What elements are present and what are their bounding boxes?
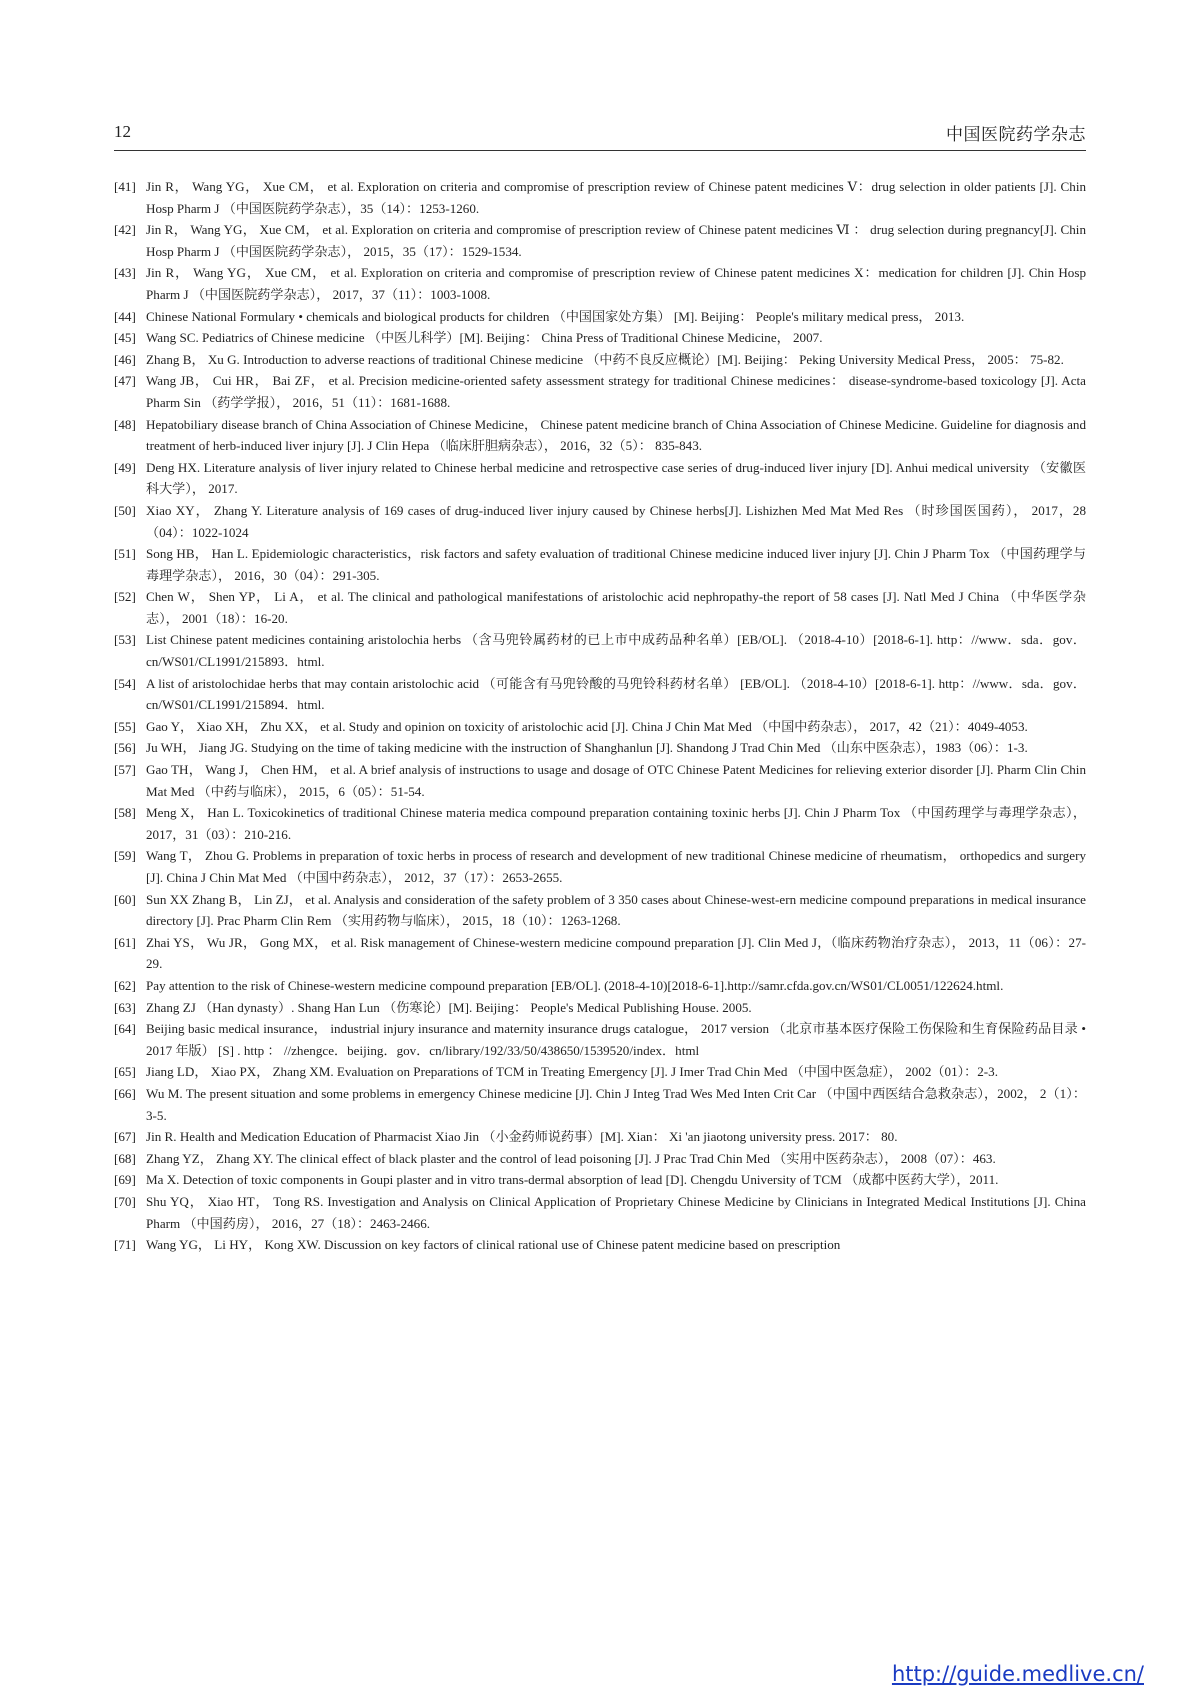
reference-item (114, 349, 1086, 371)
reference-number: [41] (114, 179, 136, 194)
reference-number: [59] (114, 848, 136, 864)
reference-item (114, 889, 1086, 932)
page-header (114, 120, 1086, 151)
reference-number: [52] (114, 589, 136, 605)
reference-text: Wang YG， Li HY， Kong XW. Discussion on key factors of clinical rational use of Chinese patent medicine based on prescription (146, 1237, 841, 1253)
reference-text: Jiang LD， Xiao PX， Zhang XM. Evaluation on Preparations of TCM in Treating Emergency [J]. J Imer Trad Chin Med （中国中医急症）， 2002（01）：2-3. (146, 1064, 998, 1080)
reference-list (114, 176, 1086, 1256)
reference-number: [51] (114, 546, 136, 562)
reference-item (114, 1126, 1086, 1148)
reference-item (114, 737, 1086, 759)
reference-number: [65] (114, 1064, 136, 1080)
reference-item (114, 500, 1086, 543)
reference-text: Song HB， Han L. Epidemiologic characteristics，risk factors and safety evaluation of traditional Chinese medicine induced liver injury [J]. Chin J Pharm Tox （中国药理学与毒理学杂志）， 2016，30（04）：291-305. (146, 546, 1086, 583)
reference-text: Wu M. The present situation and some problems in emergency Chinese medicine [J]. Chin J Integ Trad Wes Med Inten Crit Car （中国中西医结合急救杂志），2002， 2（1）：3-5. (146, 1085, 1086, 1123)
reference-text: Chen W， Shen YP， Li A， et al. The clinical and pathological manifestations of aristolochic acid nephropathy-the report of 58 cases [J]. Natl Med J China （中华医学杂志）， 2001（18）：16-20. (146, 589, 1086, 626)
reference-number: [70] (114, 1193, 136, 1209)
reference-text: Gao TH， Wang J， Chen HM， et al. A brief analysis of instructions to usage and dosage of OTC Chinese Patent Medicines for relieving exterior disorder [J]. Pharm Clin Chin Mat Med （中药与临床）， 2015，6（05）：51-54. (146, 762, 1086, 799)
reference-item (114, 1169, 1086, 1191)
footer-url-link[interactable]: http://guide.medlive.cn/ (891, 1662, 1144, 1686)
reference-number: [42] (114, 222, 136, 238)
reference-number: [61] (114, 934, 136, 950)
reference-text: Meng X， Han L. Toxicokinetics of traditional Chinese materia medica compound preparation containing toxinic herbs [J]. Chin J Pharm Tox （中国药理学与毒理学杂志）， 2017，31（03）：210-216. (146, 805, 1086, 842)
page-number: 12 (114, 122, 131, 141)
reference-item (114, 932, 1086, 975)
reference-text: Zhang ZJ （Han dynasty）. Shang Han Lun （伤寒论）[M]. Beijing： People's Medical Publishing House. 2005. (146, 999, 752, 1015)
reference-item (114, 716, 1086, 738)
reference-number: [45] (114, 330, 136, 346)
reference-text: Wang SC. Pediatrics of Chinese medicine （中医儿科学）[M]. Beijing： China Press of Traditional Chinese Medicine， 2007. (146, 330, 823, 346)
reference-text: Sun XX Zhang B， Lin ZJ， et al. Analysis and consideration of the safety problem of 3 350 cases about Chinese-west-ern medicine compound preparations in medical insurance directory [J]. Prac Pharm Clin Rem （实用药物与临床）， 2015，18（10）：1263-1268. (146, 891, 1086, 929)
reference-text: Ju WH， Jiang JG. Studying on the time of taking medicine with the instruction of Shanghanlun [J]. Shandong J Trad Chin Med （山东中医杂志），1983（06）：1-3. (146, 740, 1028, 756)
reference-number: [57] (114, 762, 136, 778)
reference-text: Xiao XY， Zhang Y. Literature analysis of 169 cases of drug-induced liver injury caused by Chinese herbs[J]. Lishizhen Med Mat Med Res （时珍国医国药）， 2017，28（04）：1022-1024 (146, 502, 1086, 540)
journal-name: 中国医院药学杂志 (946, 125, 1086, 145)
reference-text: Jin R， Wang YG， Xue CM， et al. Exploration on criteria and compromise of prescription review of Chinese patent medicines Ⅵ ： drug selection during pregnancy[J]. Chin Hosp Pharm J （中国医院药学杂志）， 2015，35（17）：1529-1534. (146, 222, 1086, 259)
reference-number: [53] (114, 632, 136, 648)
reference-item (114, 759, 1086, 802)
reference-item (114, 306, 1086, 328)
reference-text: Wang T， Zhou G. Problems in preparation of toxic herbs in process of research and development of new traditional Chinese medicine of rheumatism， orthopedics and surgery [J]. China J Chin Mat Med （中国中药杂志）， 2012，37（17）：2653-2655. (146, 848, 1086, 885)
reference-item (114, 1083, 1086, 1126)
reference-text: Zhai YS， Wu JR， Gong MX， et al. Risk management of Chinese-western medicine compound preparation [J]. Clin Med J，（临床药物治疗杂志）， 2013，11（06）：27-29. (146, 934, 1086, 972)
reference-text: Deng HX. Literature analysis of liver injury related to Chinese herbal medicine and retrospective case series of drug-induced liver injury [D]. Anhui medical university （安徽医科大学）， 2017. (146, 459, 1086, 497)
reference-item (114, 1191, 1086, 1234)
reference-number: [69] (114, 1172, 136, 1188)
reference-text: Shu YQ， Xiao HT， Tong RS. Investigation and Analysis on Clinical Application of Proprietary Chinese Medicine by Clinicians in Integrated Medical Institutions [J]. China Pharm （中国药房）， 2016，27（18）：2463-2466. (146, 1193, 1086, 1231)
reference-text: Hepatobiliary disease branch of China Association of Chinese Medicine， Chinese patent medicine branch of China Association of Chinese Medicine. Guideline for diagnosis and treatment of herb-induced liver injury [J]. J Clin Hepa （临床肝胆病杂志）， 2016，32（5）： 835-843. (146, 416, 1086, 454)
reference-item (114, 327, 1086, 349)
reference-text: Gao Y， Xiao XH， Zhu XX， et al. Study and opinion on toxicity of aristolochic acid [J]. China J Chin Mat Med （中国中药杂志）， 2017，42（21）：4049-4053. (146, 718, 1028, 734)
reference-number: [68] (114, 1150, 136, 1166)
reference-number: [56] (114, 740, 136, 756)
reference-number: [55] (114, 718, 136, 734)
reference-number: [63] (114, 999, 136, 1015)
reference-number: [64] (114, 1021, 136, 1037)
reference-text: Pay attention to the risk of Chinese-western medicine compound preparation [EB/OL]. (2018-4-10)[2018-6-1].http://samr.cfda.gov.cn/WS01/CL0051/122624.html. (146, 977, 1004, 993)
reference-number: [66] (114, 1085, 136, 1101)
reference-number: [43] (114, 265, 136, 281)
reference-number: [49] (114, 459, 136, 475)
reference-text: Beijing basic medical insurance， industrial injury insurance and maternity insurance drugs catalogue， 2017 version （北京市基本医疗保险工伤保险和生育保险药品目录 • 2017 年版） [S] . http ： //zhengce．beijing．gov．cn/library/192/33/50/438650/1539520/index．html (146, 1021, 1086, 1058)
reference-item (114, 802, 1086, 845)
reference-text: Ma X. Detection of toxic components in Goupi plaster and in vitro trans-dermal absorption of lead [D]. Chengdu University of TCM （成都中医药大学），2011. (146, 1172, 999, 1188)
reference-text: List Chinese patent medicines containing aristolochia herbs （含马兜铃属药材的已上市中成药品种名单）[EB/OL]. （2018-4-10）[2018-6-1]. http：//www．sda．gov．cn/WS01/CL1991/215893．html. (146, 632, 1086, 670)
reference-item (114, 176, 1086, 219)
reference-item (114, 673, 1086, 716)
reference-item (114, 1148, 1086, 1170)
reference-number: [67] (114, 1129, 136, 1145)
reference-number: [47] (114, 373, 136, 389)
reference-item (114, 1234, 1086, 1256)
reference-item (114, 370, 1086, 413)
reference-item (114, 262, 1086, 305)
reference-text: Jin R， Wang YG， Xue CM， et al. Exploration on criteria and compromise of prescription review of Chinese patent medicines Ⅴ：drug selection in older patients [J]. Chin Hosp Pharm J （中国医院药学杂志），35（14）：1253-1260. (146, 179, 1086, 216)
reference-text: Jin R. Health and Medication Education of Pharmacist Xiao Jin （小金药师说药事）[M]. Xian： Xi 'an jiaotong university press. 2017： 80. (146, 1129, 898, 1145)
reference-item (114, 975, 1086, 997)
reference-text: Wang JB， Cui HR， Bai ZF， et al. Precision medicine-oriented safety assessment strategy for traditional Chinese medicines： disease-syndrome-based toxicology [J]. Acta Pharm Sin （药学学报）， 2016，51（11）：1681-1688. (146, 373, 1086, 410)
reference-item (114, 457, 1086, 500)
reference-text: Chinese National Formulary • chemicals and biological products for children （中国国家处方集） [M]. Beijing： People's military medical press， 2013. (146, 308, 965, 324)
reference-item (114, 845, 1086, 888)
reference-item (114, 414, 1086, 457)
reference-number: [44] (114, 308, 136, 324)
reference-item (114, 219, 1086, 262)
reference-item (114, 543, 1086, 586)
reference-item (114, 997, 1086, 1019)
reference-item (114, 629, 1086, 672)
reference-text: Zhang YZ， Zhang XY. The clinical effect of black plaster and the control of lead poisoning [J]. J Prac Trad Chin Med （实用中医药杂志）， 2008（07）：463. (146, 1150, 996, 1166)
reference-item (114, 1018, 1086, 1061)
reference-item (114, 1061, 1086, 1083)
reference-text: A list of aristolochidae herbs that may contain aristolochic acid （可能含有马兜铃酸的马兜铃科药材名单） [EB/OL]. （2018-4-10）[2018-6-1]. http：//www．sda．gov．cn/WS01/CL1991/215894．html. (146, 675, 1086, 713)
reference-number: [71] (114, 1237, 136, 1253)
reference-number: [50] (114, 502, 136, 518)
reference-number: [62] (114, 977, 136, 993)
reference-number: [58] (114, 805, 136, 821)
reference-number: [46] (114, 351, 136, 367)
reference-text: Jin R， Wang YG， Xue CM， et al. Exploration on criteria and compromise of prescription review of Chinese patent medicines X：medication for children [J]. Chin Hosp Pharm J （中国医院药学杂志）， 2017，37（11）：1003-1008. (146, 265, 1086, 302)
reference-number: [48] (114, 416, 136, 432)
reference-number: [60] (114, 891, 136, 907)
reference-text: Zhang B， Xu G. Introduction to adverse reactions of traditional Chinese medicine （中药不良反应概论）[M]. Beijing： Peking University Medical Press， 2005： 75-82. (146, 351, 1064, 367)
reference-number: [54] (114, 675, 136, 691)
reference-item (114, 586, 1086, 629)
